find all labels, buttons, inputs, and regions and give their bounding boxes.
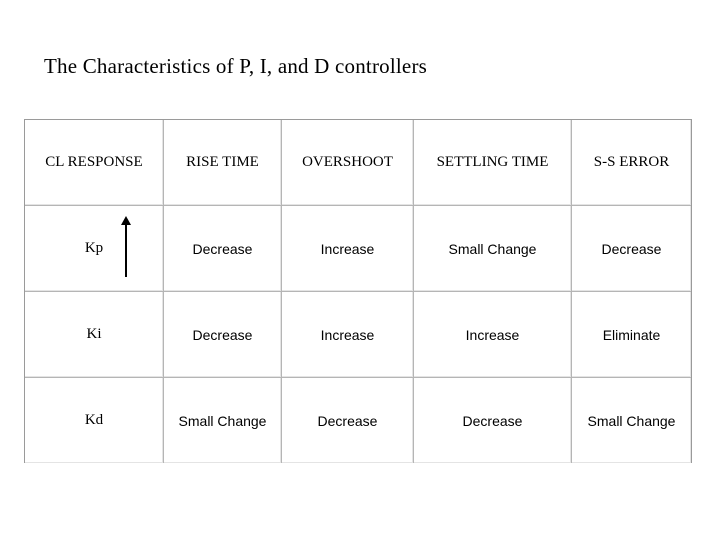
table-row-ki: [25, 292, 691, 378]
kd-rise-time: Small Change: [164, 378, 282, 463]
kp-overshoot: Increase: [282, 206, 414, 292]
ki-overshoot: Increase: [282, 292, 414, 378]
header-cl-response: CL RESPONSE: [25, 120, 164, 206]
row-label-cell: [25, 206, 164, 292]
header-rise-time: RISE TIME: [164, 120, 282, 206]
header-ss-error: S-S ERROR: [572, 120, 691, 206]
kp-settling-time: Small Change: [414, 206, 572, 292]
table-row-kp: [25, 206, 691, 292]
characteristics-table: [24, 119, 692, 463]
row-label-kd: Kd: [25, 378, 164, 463]
kd-settling-time: Decrease: [414, 378, 572, 463]
row-label-ki: Ki: [25, 292, 164, 378]
kd-overshoot: Decrease: [282, 378, 414, 463]
page-title: The Characteristics of P, I, and D controllers: [44, 54, 428, 78]
kp-rise-time: Decrease: [164, 206, 282, 292]
ki-settling-time: Increase: [414, 292, 572, 378]
table-header-row: [25, 120, 691, 206]
table-row-kd: [25, 378, 691, 463]
ki-rise-time: Decrease: [164, 292, 282, 378]
header-overshoot: OVERSHOOT: [282, 120, 414, 206]
kd-ss-error: Small Change: [572, 378, 691, 463]
up-arrow-icon: [119, 216, 133, 278]
kp-ss-error: Decrease: [572, 206, 691, 292]
row-label-kp: Kp: [84, 240, 104, 256]
ki-ss-error: Eliminate: [572, 292, 691, 378]
header-settling-time: SETTLING TIME: [414, 120, 572, 206]
